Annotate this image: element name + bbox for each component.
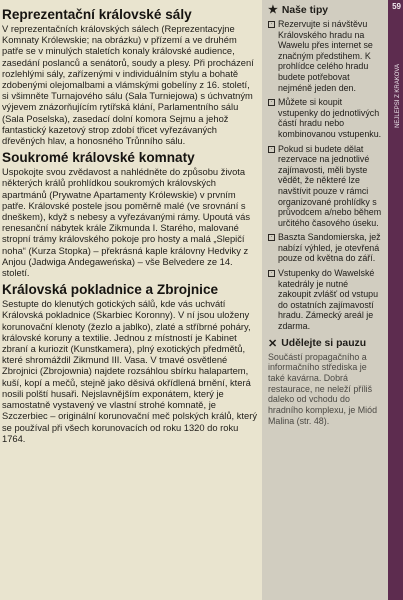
pause-header bbox=[268, 338, 383, 350]
section-text-soukrome: Uspokojte svou zvědavost a nahlédněte do způsobu života některých králů prohlídkou soukromých královských apartmánů (Prywatne Apartamenty Królewskie) v prvním patře. Královské postele jsou poměrně malé (ve srovnání s dneškem), když s nebesy a vyřezávanými rámy. Upoutá vás renesanční nábytek krále Zikmunda I. Starého, malované stropní trámy královského pokoje pro hosty a malá „Slepičí noha“ (Kurza Stopka) – překrásná kaple královny Hedviky z Anjou (Jadwiga Andegaweńska) – vše Belvedere ze 14. století. bbox=[2, 167, 251, 279]
section-text-pokladnice: Sestupte do klenutých gotických sálů, kde vás uchvátí Královská pokladnice (Skarbiec Koronny). V ní jsou uloženy korunovační klenoty (žezlo a jablko), zlaté a stříbrné poháry, královské koruny a textilie. Jednou z místností je Kabinet zbraní a kuriozit (Kunstkamera), plný exotických předmětů, které shromáždil Zikmund III. Vasa. V tmavé osvětlené Zbrojnici (Zbrojownia) najdete rozsáhlou sbírku halapartem, kuší, kopí a mečů, stejně jako děsivá okřídlená brnění, která nosili polští husaři. Nejslavnějším exponátem, který je samostatně vystavený ve vlastní strohé komnatě, je Szczerbiec – originální korunovační meč polských králů, který se používal při všech korunovacích od roku 1320 do roku 1764. bbox=[2, 299, 257, 444]
section-text-reprezentacni: V reprezentačních královských sálech (Reprezentacyjne Komnaty Królewskie; na obrázku) v přízemí a ve druhém patře se v minulých staletích konaly královské audience, zasedání poslanců a senátorů, soudy a plesy. Při procházení rozlehlými sály, zařízenými v individuálním stylu a bohatě zdobenými olejomalbami a vlámskými gobelíny z 16. století, si všimněte Turnajového sálu (Sala Turniejowa) s úchvatným výjevem znázorňujícím rytířská klání, Parlamentního sálu (Sala Poselska), zasedací dolní komora Sejmu a jehož fantastický kazetový strop zdobí třicet vyřezávaných dřevěných hlav, a honosného Trůnního sálu. bbox=[2, 24, 254, 147]
tip-item bbox=[268, 232, 383, 264]
tip-text: Pokud si budete dělat rezervace na jednotlivé zajímavosti, měli byste vědět, že některé lze navštívit pouze v rámci organizované prohlídky s průvodcem a/nebo během určitého časového úseku. bbox=[278, 143, 382, 228]
section-title-reprezentacni: Reprezentační královské sály bbox=[2, 7, 192, 22]
tip-text: Baszta Sandomierska, jež nabízí výhled, je otevřená pouze od května do září. bbox=[278, 232, 381, 264]
section-tab-strip bbox=[388, 0, 403, 600]
section-title-pokladnice: Královská pokladnice a Zbrojnice bbox=[2, 282, 219, 298]
tips-sidebar bbox=[262, 0, 388, 600]
section-title-soukrome: Soukromé královské komnaty bbox=[2, 150, 195, 166]
tip-text: Můžete si koupit vstupenky do jednotlivých částí hradu nebo kombinovanou vstupenku. bbox=[278, 97, 382, 139]
section-tab-label: NEJLEPŠÍ Z KRAKOVA bbox=[395, 64, 401, 128]
tip-item bbox=[268, 144, 383, 229]
bullet-icon: · bbox=[268, 234, 275, 241]
bullet-icon: · bbox=[268, 99, 275, 106]
tips-header bbox=[268, 4, 383, 17]
tip-item bbox=[268, 97, 383, 139]
tip-item bbox=[268, 19, 383, 93]
tips-title: Naše tipy bbox=[281, 5, 329, 16]
tip-text: Rezervujte si návštěvu Královského hradu na Wawelu přes internet se značným předstihem. K prohlídce celého hradu budete potřebovat nejméně jeden den. bbox=[278, 19, 373, 93]
pause-title: Udělejte si pauzu bbox=[281, 337, 367, 349]
tip-item bbox=[268, 268, 383, 332]
bullet-icon: · bbox=[268, 270, 275, 277]
tip-text: Vstupenky do Wawelské katedrály je nutné zakoupit zvlášť od vstupu do ostatních zajímavostí hradu. Zámecký areál je zdarma. bbox=[278, 268, 379, 332]
bullet-icon: · bbox=[268, 21, 275, 28]
bullet-icon: · bbox=[268, 146, 275, 153]
pause-text: Součástí propagačního a informačního střediska je také kavárna. Dobrá restaurace, ne neleží příliš daleko od vchodu do hradního komplexu, je Miód Malina (str. 48). bbox=[268, 351, 378, 426]
cutlery-icon: ✕ bbox=[268, 337, 278, 350]
star-icon: ★ bbox=[268, 4, 278, 16]
page-number: 59 bbox=[392, 2, 401, 11]
